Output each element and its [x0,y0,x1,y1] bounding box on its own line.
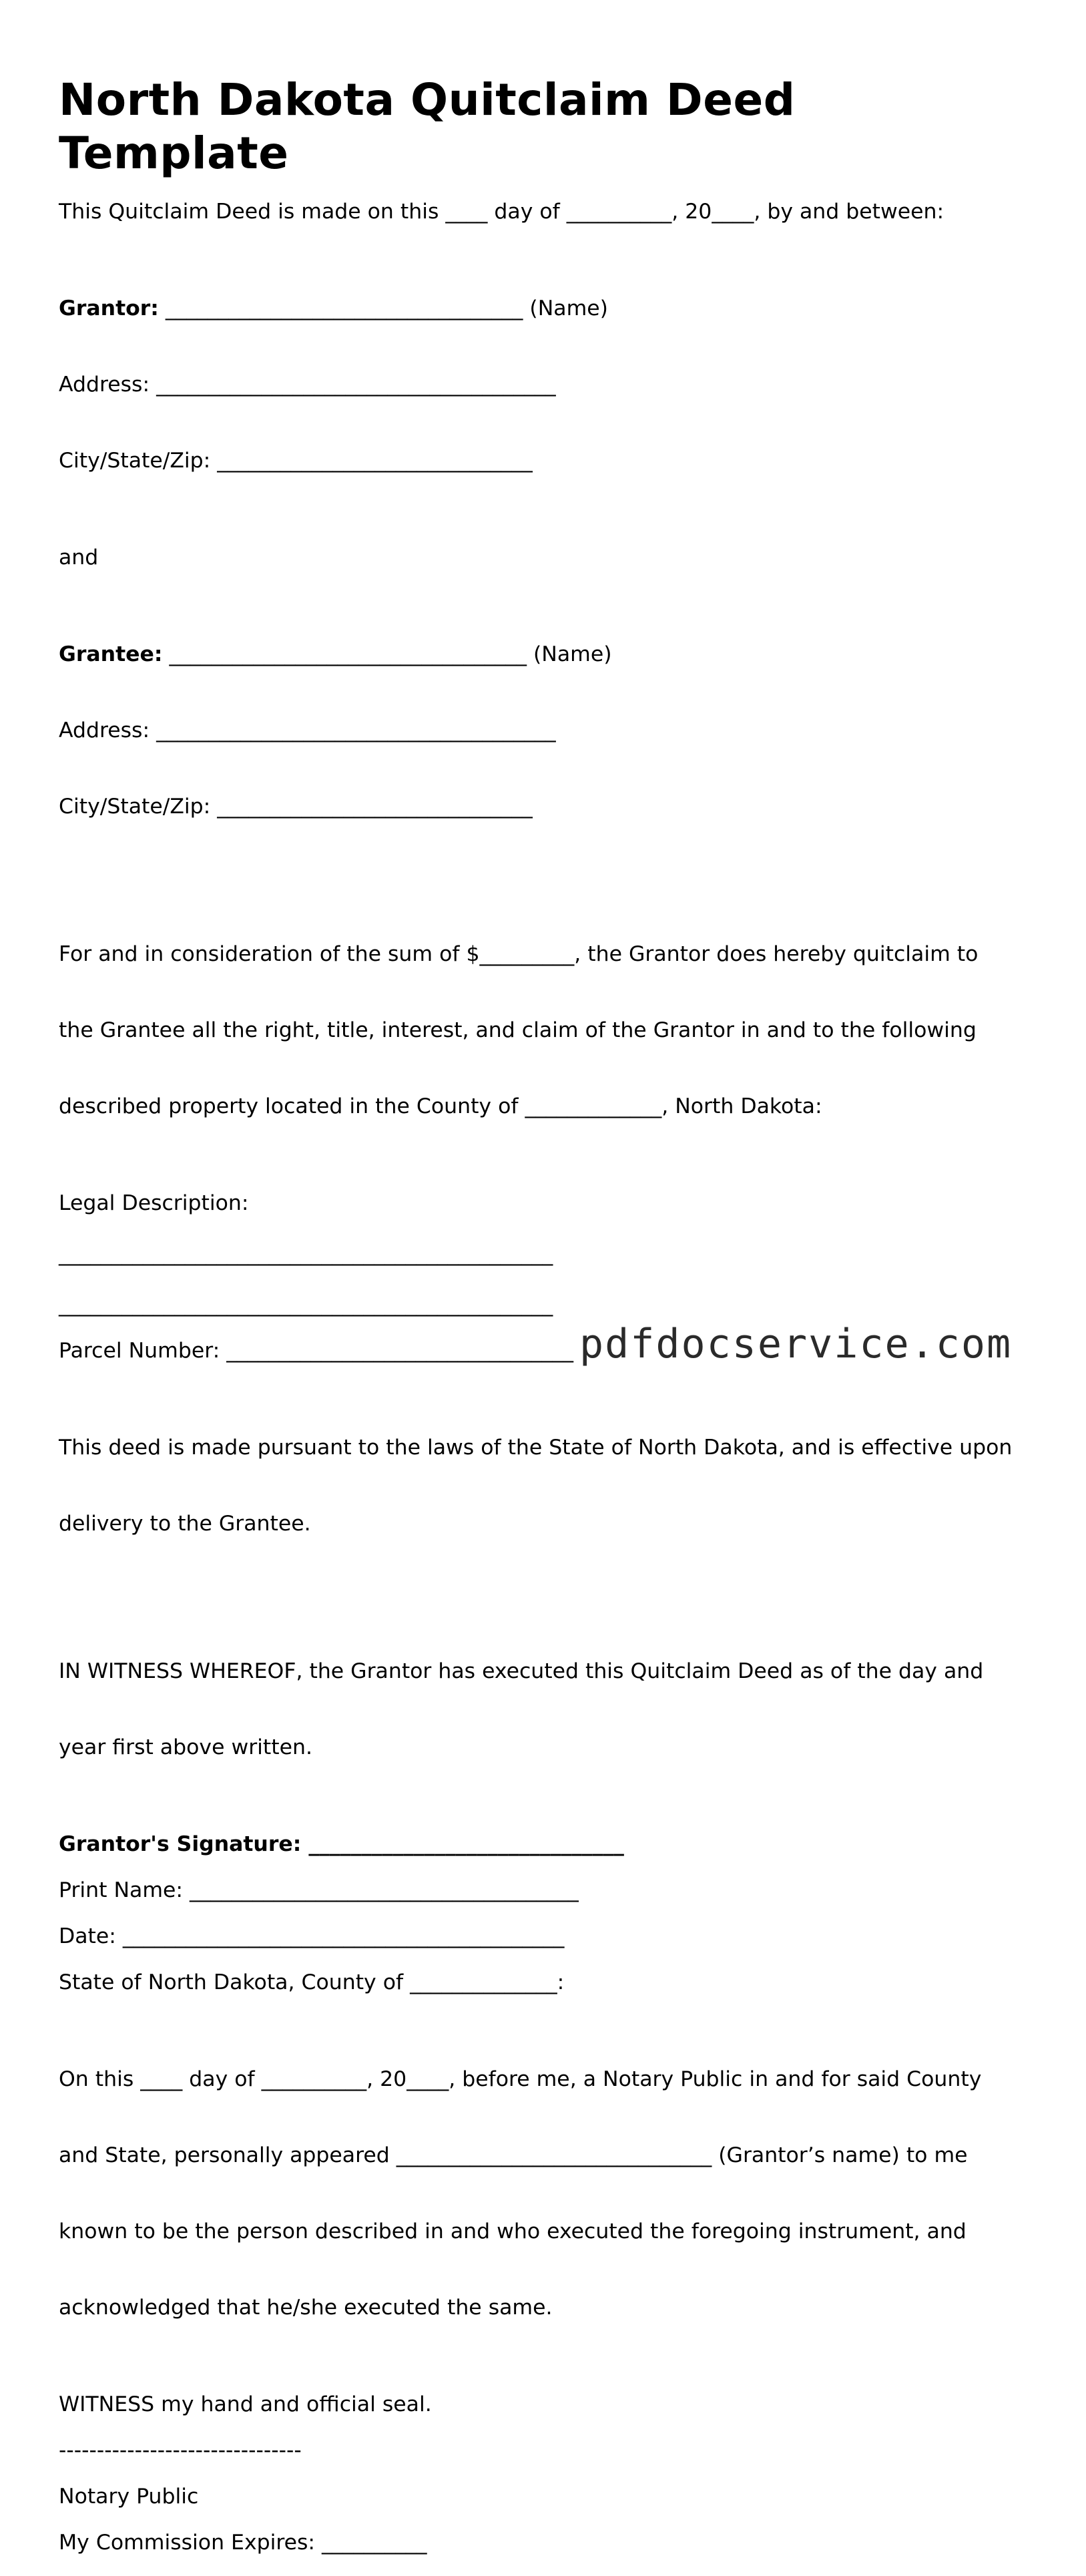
grantee-name-line [59,642,1033,667]
notary-paragraph [59,2016,1033,2371]
grantee-label: Grantee: [59,642,163,666]
and-text: and [59,546,99,570]
date-line: Date: __________________________________________ [59,1924,565,1948]
consideration-line: the Grantee all the right, title, interest, and claim of the Grantor in and to the following [59,1018,977,1042]
print-name: Print Name: _____________________________________ [59,1878,579,1902]
grantor-name-blank: __________________________________ (Name) [158,296,608,320]
laws-paragraph [59,1384,1033,1587]
watermark: pdfdocservice.com [579,1321,1013,1367]
consideration-line: described property located in the County of _____________, North Dakota: [59,1094,822,1118]
parcel-number: Parcel Number: _________________________________ [59,1339,573,1363]
witness-whereof-line: IN WITNESS WHEREOF, the Grantor has executed this Quitclaim Deed as of the day and [59,1659,984,1683]
laws-line: delivery to the Grantee. [59,1512,311,1536]
grantor-city: City/State/Zip: ______________________________ [59,449,533,473]
intro-paragraph: This Quitclaim Deed is made on this ____ day of __________, 20____, by and between: [59,200,944,224]
notary-line: On this ____ day of __________, 20____, before me, a Notary Public in and for said County [59,2067,982,2091]
grantor-signature: Grantor's Signature: ______________________________ [59,1832,624,1856]
grantee-address: Address: ______________________________________ [59,718,556,742]
witness-seal: WITNESS my hand and official seal. [59,2392,432,2416]
page-title: North Dakota Quitclaim Deed Template [59,74,796,179]
grantor-label: Grantor: [59,296,159,320]
state-county: State of North Dakota, County of ______________: [59,1970,565,1994]
signature-dash-line: -------------------------------- [59,2438,302,2462]
grantor-name-line [59,296,1033,321]
grantor-address: Address: ______________________________________ [59,373,556,397]
grantor-block [59,245,1033,524]
notary-line: known to be the person described in and who executed the foregoing instrument, and [59,2219,967,2243]
grantee-city: City/State/Zip: ______________________________ [59,795,533,819]
witness-whereof-paragraph [59,1608,1033,1811]
legal-description-line-1: _______________________________________________ [59,1242,553,1266]
notary-line: and State, personally appeared ______________________________ (Grantor’s name) to me [59,2143,968,2167]
notary-line: acknowledged that he/she executed the same. [59,2296,553,2320]
consideration-line: For and in consideration of the sum of $_________, the Grantor does hereby quitclaim to [59,942,979,966]
legal-description-label: Legal Description: [59,1191,249,1215]
laws-line: This deed is made pursuant to the laws of the State of North Dakota, and is effective upon [59,1436,1013,1460]
consideration-paragraph [59,891,1033,1170]
grantee-block [59,591,1033,870]
witness-whereof-line: year first above written. [59,1735,312,1759]
legal-description-line-2: _______________________________________________ [59,1293,553,1317]
grantee-name-blank: __________________________________ (Name) [162,642,612,666]
commission-expires: My Commission Expires: __________ [59,2531,427,2555]
notary-public-label: Notary Public [59,2485,199,2509]
